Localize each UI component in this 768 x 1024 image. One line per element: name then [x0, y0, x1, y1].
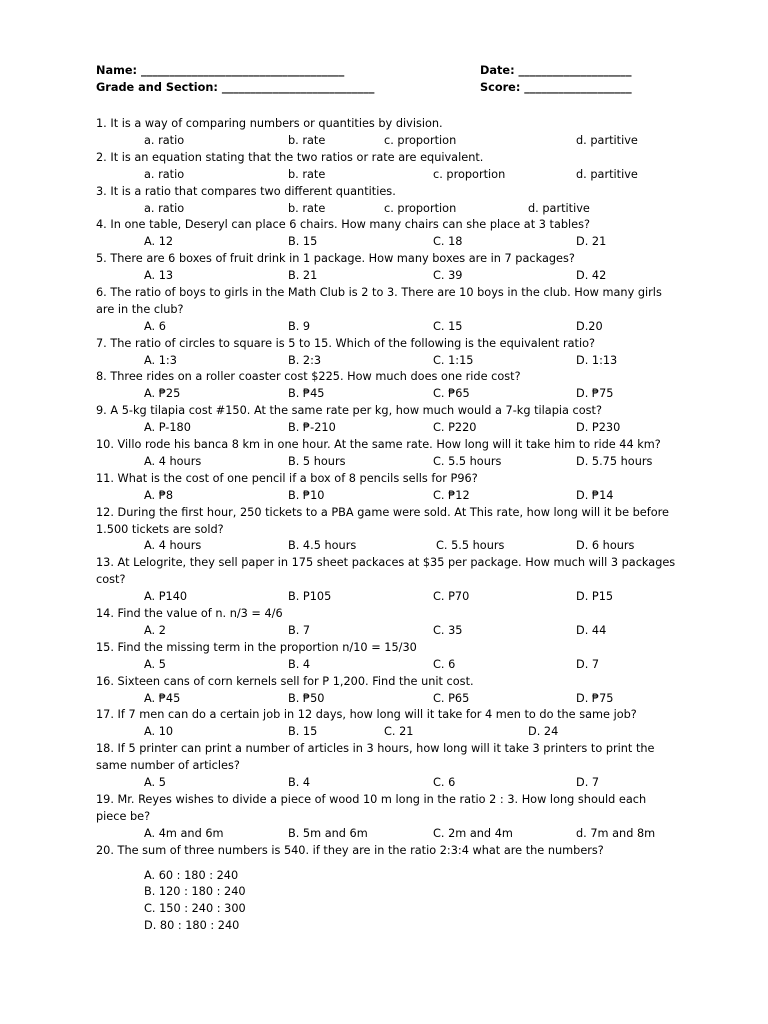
answer-choice: C. 5.5 hours — [436, 539, 505, 553]
answer-choice: B. 5m and 6m — [288, 826, 368, 840]
answer-choice: A. 4m and 6m — [144, 826, 224, 840]
answer-choice: A. ₱25 — [144, 387, 181, 401]
question-item — [96, 843, 676, 936]
name-field-label: Name: ____________________________________ — [96, 64, 345, 77]
score-field-label: Score: ___________________ — [480, 81, 632, 94]
answer-choice: C. 39 — [433, 269, 463, 283]
question-text: 15. Find the missing term in the proportion n/10 = 15/30 — [96, 640, 417, 654]
answer-choice: A. 60 : 180 : 240 — [144, 868, 239, 882]
answer-choice: D. 5.75 hours — [576, 454, 653, 468]
answer-choice: D. ₱75 — [576, 387, 614, 401]
answer-choices — [96, 353, 676, 370]
answer-choice: C. 18 — [433, 235, 463, 249]
answer-choices — [96, 488, 676, 505]
answer-choice: B. 7 — [288, 623, 311, 637]
answer-choice: c. proportion — [384, 133, 457, 147]
answer-choice: A. 5 — [144, 657, 166, 671]
question-item — [96, 336, 676, 370]
answer-choice: C. 15 — [433, 319, 463, 333]
answer-choices — [96, 234, 676, 251]
answer-choices — [96, 201, 676, 218]
answer-choice: B. ₱45 — [288, 387, 325, 401]
answer-choice: D. 80 : 180 : 240 — [144, 919, 240, 933]
answer-choice: C. P220 — [433, 421, 477, 435]
answer-choice: D. 24 — [528, 725, 559, 739]
answer-choice: D.20 — [576, 319, 603, 333]
answer-choice: C. 1:15 — [433, 353, 474, 367]
answer-choice: A. 13 — [144, 269, 174, 283]
question-item — [96, 251, 676, 285]
question-text: 4. In one table, Deseryl can place 6 chairs. How many chairs can she place at 3 tables? — [96, 218, 591, 232]
date-field-label: Date: ____________________ — [480, 64, 632, 77]
answer-choices — [96, 420, 676, 437]
answer-choices — [96, 167, 676, 184]
answer-choice: A. 6 — [144, 319, 166, 333]
answer-choice: D. 44 — [576, 623, 607, 637]
answer-choices — [96, 623, 676, 640]
answer-choice: B. 15 — [288, 235, 318, 249]
answer-choice: c. proportion — [384, 201, 457, 215]
question-item — [96, 707, 676, 741]
answer-choice: C. ₱12 — [433, 488, 470, 502]
answer-choice: C. 2m and 4m — [433, 826, 513, 840]
question-item — [96, 437, 676, 471]
answer-choices — [96, 691, 676, 708]
answer-choice: C. 6 — [433, 776, 456, 790]
answer-choice: A. 4 hours — [144, 539, 202, 553]
answer-choice: D. 7 — [576, 776, 600, 790]
answer-choice: D. 6 hours — [576, 539, 635, 553]
question-text: 10. Villo rode his banca 8 km in one hour. At the same rate. How long will it take him to ride 44 km? — [96, 438, 661, 452]
question-text: 17. If 7 men can do a certain job in 12 days, how long will it take for 4 men to do the same job? — [96, 708, 637, 722]
answer-choice: A. 5 — [144, 776, 166, 790]
answer-choices — [96, 538, 676, 555]
answer-choices — [96, 860, 676, 936]
question-item — [96, 741, 676, 792]
question-text: 12. During the first hour, 250 tickets to a PBA game were sold. At This rate, how long will it be before 1.500 tickets are sold? — [96, 505, 669, 536]
answer-choices — [96, 589, 676, 606]
answer-choice: D. 1:13 — [576, 353, 618, 367]
answer-choice: B. 4.5 hours — [288, 539, 357, 553]
answer-choice: a. ratio — [144, 167, 185, 181]
question-item — [96, 285, 676, 336]
answer-choice: A. 4 hours — [144, 454, 202, 468]
answer-choice: d. partitive — [576, 167, 638, 181]
question-text: 19. Mr. Reyes wishes to divide a piece of wood 10 m long in the ratio 2 : 3. How long should each piece be? — [96, 792, 647, 823]
answer-choice: B. 120 : 180 : 240 — [144, 885, 246, 899]
answer-choices — [96, 826, 676, 843]
answer-choice: A. ₱8 — [144, 488, 174, 502]
answer-choice: B. 21 — [288, 269, 318, 283]
answer-choices — [96, 724, 676, 741]
grade-section-field-label: Grade and Section: ___________________________ — [96, 81, 375, 94]
answer-choice: B. 9 — [288, 319, 311, 333]
question-item — [96, 555, 676, 606]
question-list — [96, 116, 676, 935]
answer-choices — [96, 386, 676, 403]
question-text: 18. If 5 printer can print a number of articles in 3 hours, how long will it take 3 printers to print the same number of articles? — [96, 742, 655, 773]
question-item — [96, 505, 676, 556]
answer-choice: A. 1:3 — [144, 353, 177, 367]
question-item — [96, 792, 676, 843]
answer-choice: D. P15 — [576, 590, 614, 604]
question-text: 7. The ratio of circles to square is 5 to 15. Which of the following is the equivalent ratio? — [96, 336, 596, 350]
question-item — [96, 369, 676, 403]
answer-choice: d. partitive — [528, 201, 590, 215]
answer-choice: B. ₱-210 — [288, 421, 336, 435]
question-text: 2. It is an equation stating that the two ratios or rate are equivalent. — [96, 150, 484, 164]
question-item — [96, 674, 676, 708]
answer-choice: a. ratio — [144, 201, 185, 215]
question-text: 14. Find the value of n. n/3 = 4/6 — [96, 607, 283, 621]
answer-choice: c. proportion — [433, 167, 506, 181]
answer-choices — [96, 454, 676, 471]
question-item — [96, 640, 676, 674]
answer-choice: b. rate — [288, 133, 326, 147]
answer-choice: d. 7m and 8m — [576, 826, 656, 840]
answer-choices — [96, 268, 676, 285]
answer-choices — [96, 319, 676, 336]
answer-choices — [96, 133, 676, 150]
question-text: 20. The sum of three numbers is 540. if they are in the ratio 2:3:4 what are the numbers? — [96, 843, 604, 857]
question-item — [96, 116, 676, 150]
answer-choice: b. rate — [288, 167, 326, 181]
question-text: 1. It is a way of comparing numbers or quantities by division. — [96, 117, 443, 130]
answer-choice: A. P-180 — [144, 421, 191, 435]
question-item — [96, 217, 676, 251]
question-text: 6. The ratio of boys to girls in the Math Club is 2 to 3. There are 10 boys in the club. How many girls are in the club? — [96, 285, 662, 316]
question-text: 3. It is a ratio that compares two different quantities. — [96, 184, 396, 198]
answer-choice: C. 21 — [384, 725, 414, 739]
answer-choice: D. 21 — [576, 235, 607, 249]
answer-choice: C. 5.5 hours — [433, 454, 502, 468]
answer-choice: d. partitive — [576, 133, 638, 147]
answer-choice: a. ratio — [144, 133, 185, 147]
answer-choices — [96, 657, 676, 674]
answer-choice: A. 2 — [144, 623, 166, 637]
answer-choice: D. ₱75 — [576, 691, 614, 705]
question-item — [96, 403, 676, 437]
question-text: 16. Sixteen cans of corn kernels sell for P 1,200. Find the unit cost. — [96, 674, 474, 688]
answer-choice: B. 2:3 — [288, 353, 322, 367]
question-item — [96, 471, 676, 505]
answer-choice: B. 15 — [288, 725, 318, 739]
answer-choice: B. 4 — [288, 657, 311, 671]
answer-choice: B. ₱50 — [288, 691, 325, 705]
answer-choice: C. P65 — [433, 691, 470, 705]
answer-choice: D. P230 — [576, 421, 621, 435]
answer-choice: b. rate — [288, 201, 326, 215]
answer-choice: C. ₱65 — [433, 387, 470, 401]
answer-choice: D. ₱14 — [576, 488, 614, 502]
answer-choice: D. 42 — [576, 269, 607, 283]
question-item — [96, 150, 676, 184]
answer-choice: B. P105 — [288, 590, 332, 604]
answer-choice: B. 4 — [288, 776, 311, 790]
answer-choice: A. 12 — [144, 235, 174, 249]
answer-choice: C. 35 — [433, 623, 463, 637]
answer-choice: C. P70 — [433, 590, 470, 604]
question-text: 11. What is the cost of one pencil if a box of 8 pencils sells for P96? — [96, 471, 478, 485]
question-text: 5. There are 6 boxes of fruit drink in 1 package. How many boxes are in 7 packages? — [96, 252, 575, 266]
answer-choice: B. 5 hours — [288, 454, 346, 468]
question-text: 13. At Lelogrite, they sell paper in 175 sheet packaces at $35 per package. How much will 3 packages cost? — [96, 556, 676, 587]
question-item — [96, 606, 676, 640]
question-text: 8. Three rides on a roller coaster cost $225. How much does one ride cost? — [96, 370, 521, 384]
answer-choice: C. 150 : 240 : 300 — [144, 902, 246, 916]
answer-choice: A. ₱45 — [144, 691, 181, 705]
answer-choice: B. ₱10 — [288, 488, 325, 502]
answer-choice: C. 6 — [433, 657, 456, 671]
answer-choice: A. P140 — [144, 590, 188, 604]
answer-choice: A. 10 — [144, 725, 174, 739]
question-item — [96, 184, 676, 218]
answer-choices — [96, 775, 676, 792]
question-text: 9. A 5-kg tilapia cost #150. At the same rate per kg, how much would a 7-kg tilapia cost? — [96, 404, 602, 418]
answer-choice: D. 7 — [576, 657, 600, 671]
